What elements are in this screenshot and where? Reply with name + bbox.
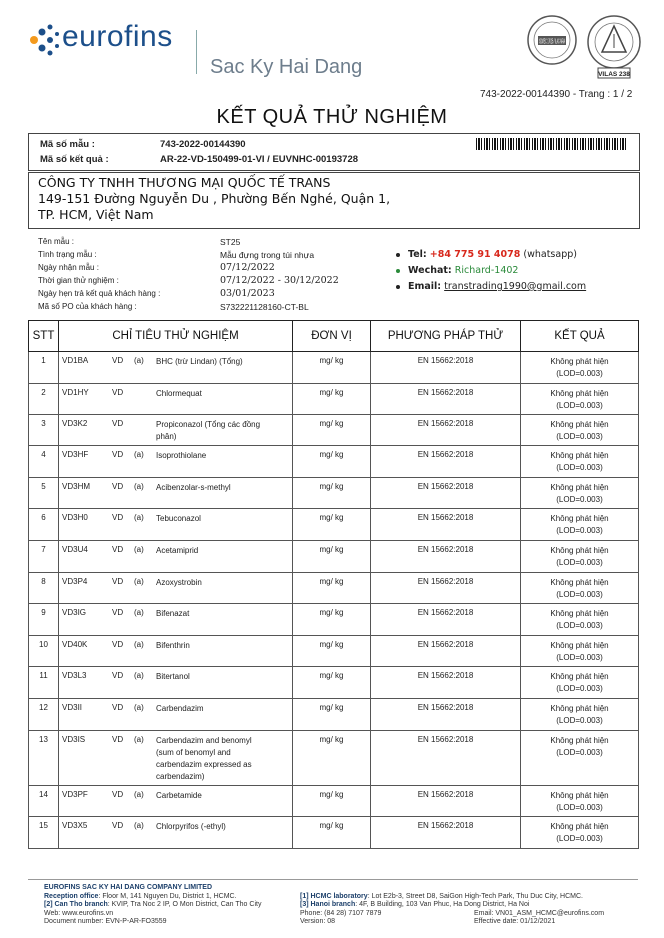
bullet-icon (396, 269, 400, 273)
col-method: PHƯƠNG PHÁP THỬ (371, 321, 521, 352)
row-lod: (LOD=0.003) (556, 715, 603, 725)
row-vd: VD (112, 481, 124, 491)
row-accreditation: (a) (134, 608, 144, 618)
bullet-icon (396, 285, 400, 289)
row-lod: (LOD=0.003) (556, 432, 603, 442)
row-method: EN 15662:2018 (371, 446, 521, 478)
row-test (59, 785, 293, 817)
row-code: VD3U4 (62, 544, 88, 554)
row-method: EN 15662:2018 (371, 352, 521, 384)
row-test (59, 698, 293, 730)
row-lod: (LOD=0.003) (556, 621, 603, 631)
row-unit: mg/ kg (293, 477, 371, 509)
row-accreditation: (a) (134, 789, 144, 799)
header-divider (196, 30, 197, 74)
row-test (59, 509, 293, 541)
row-test (59, 415, 293, 446)
row-unit: mg/ kg (293, 785, 371, 817)
row-analyte: Chlorpyrifos (-ethyl) (156, 822, 226, 832)
info-label: Ngày hẹn trả kết quả khách hàng : (38, 289, 161, 298)
info-value: 07/12/2022 - 30/12/2022 (220, 275, 339, 286)
page-title: KẾT QUẢ THỬ NGHIỆM (216, 106, 448, 128)
client-address-1: 149-151 Đường Nguyễn Du , Phường Bến Nghé, Quận 1, (38, 191, 391, 206)
row-method: EN 15662:2018 (371, 698, 521, 730)
row-stt: 14 (29, 785, 59, 817)
info-label: Thời gian thử nghiệm : (38, 276, 119, 285)
row-method: EN 15662:2018 (371, 817, 521, 849)
contact-email: Email: transtrading1990@gmail.com (396, 281, 586, 292)
row-stt: 7 (29, 540, 59, 572)
row-method: EN 15662:2018 (371, 785, 521, 817)
row-result: Không phát hiện (LOD=0.003) (521, 446, 639, 478)
row-stt: 1 (29, 352, 59, 384)
row-test (59, 352, 293, 384)
row-result: Không phát hiện (LOD=0.003) (521, 667, 639, 699)
col-unit: ĐƠN VỊ (293, 321, 371, 352)
row-result: Không phát hiện (LOD=0.003) (521, 635, 639, 667)
row-code: VD40K (62, 639, 88, 649)
row-analyte: Acetamiprid (156, 545, 199, 555)
row-method: EN 15662:2018 (371, 730, 521, 785)
row-stt: 12 (29, 698, 59, 730)
table-row (29, 509, 639, 541)
row-lod: (LOD=0.003) (556, 589, 603, 599)
row-analyte: Acibenzolar-s-methyl (156, 482, 231, 492)
row-unit: mg/ kg (293, 415, 371, 446)
row-analyte: Carbetamide (156, 790, 202, 800)
row-result: Không phát hiện (LOD=0.003) (521, 817, 639, 849)
footer-web[interactable]: Web: www.eurofins.vn (44, 909, 114, 917)
row-vd: VD (112, 608, 124, 618)
row-stt: 8 (29, 572, 59, 604)
row-method: EN 15662:2018 (371, 572, 521, 604)
row-stt: 5 (29, 477, 59, 509)
row-vd: VD (112, 513, 124, 523)
row-code: VD3II (62, 702, 83, 712)
row-vd: VD (112, 544, 124, 554)
row-stt: 13 (29, 730, 59, 785)
row-analyte: Carbendazim (156, 703, 204, 713)
ilac-mra-seal-icon (526, 14, 578, 66)
row-stt: 15 (29, 817, 59, 849)
row-stt: 9 (29, 604, 59, 636)
row-code: VD3H0 (62, 513, 88, 523)
row-lod: (LOD=0.003) (556, 834, 603, 844)
client-address-2: TP. HCM, Việt Nam (38, 207, 154, 222)
row-lod: (LOD=0.003) (556, 802, 603, 812)
footer-email[interactable]: Email: VN01_ASM_HCMC@eurofins.com (474, 909, 605, 917)
row-test (59, 817, 293, 849)
row-stt: 3 (29, 415, 59, 446)
row-vd: VD (112, 576, 124, 586)
wechat-id: Richard-1402 (454, 265, 519, 276)
table-row (29, 352, 639, 384)
table-row (29, 635, 639, 667)
table-header (29, 321, 639, 352)
info-value: Mẫu đựng trong túi nhựa (220, 250, 315, 260)
seal2-text: VILAS 238 (598, 71, 630, 78)
barcode-icon (476, 138, 628, 150)
table-row (29, 477, 639, 509)
client-name: CÔNG TY TNHH THƯƠNG MẠI QUỐC TẾ TRANS (38, 175, 331, 190)
row-test (59, 730, 293, 785)
row-unit: mg/ kg (293, 352, 371, 384)
row-test (59, 572, 293, 604)
table-row (29, 667, 639, 699)
row-method: EN 15662:2018 (371, 477, 521, 509)
info-label: Tình trạng mẫu : (38, 250, 97, 259)
contact-wechat: Wechat: Richard-1402 (396, 265, 518, 276)
row-test (59, 383, 293, 415)
row-method: EN 15662:2018 (371, 415, 521, 446)
info-value: ST25 (220, 237, 241, 247)
row-vd: VD (112, 356, 124, 365)
table-row (29, 383, 639, 415)
col-test: CHỈ TIÊU THỬ NGHIỆM (59, 321, 293, 352)
row-accreditation: (a) (134, 702, 144, 712)
row-lod: (LOD=0.003) (556, 400, 603, 410)
row-analyte: BHC (trừ Lindan) (Tổng) (156, 357, 243, 366)
table-row (29, 572, 639, 604)
row-unit: mg/ kg (293, 698, 371, 730)
row-test (59, 604, 293, 636)
row-accreditation: (a) (134, 639, 144, 649)
row-vd: VD (112, 789, 124, 799)
footer-divider (28, 879, 638, 880)
row-analyte: Bifenthrin (156, 640, 190, 650)
row-unit: mg/ kg (293, 540, 371, 572)
report-ref: 743-2022-00144390 - Trang : 1 / 2 (480, 89, 633, 100)
row-analyte: Tebuconazol (156, 514, 201, 524)
info-label: Mã số PO của khách hàng : (38, 302, 137, 311)
row-lod: (LOD=0.003) (556, 557, 603, 567)
table-row (29, 698, 639, 730)
row-vd: VD (112, 821, 124, 831)
row-accreditation: (a) (134, 450, 144, 460)
row-code: VD1BA (62, 356, 89, 365)
row-code: VD3K2 (62, 419, 88, 429)
info-value: 03/01/2023 (220, 288, 275, 299)
row-analyte: Bifenazat (156, 609, 190, 619)
row-accreditation: (a) (134, 356, 144, 365)
row-unit: mg/ kg (293, 383, 371, 415)
table-row (29, 540, 639, 572)
info-value: 07/12/2022 (220, 262, 275, 273)
row-test (59, 446, 293, 478)
row-accreditation: (a) (134, 513, 144, 523)
tel-note: (whatsapp) (523, 249, 577, 260)
info-value: S732221128160-CT-BL (220, 302, 309, 312)
row-unit: mg/ kg (293, 667, 371, 699)
sample-code-value: 743-2022-00144390 (160, 139, 246, 150)
row-vd: VD (112, 419, 124, 429)
row-result: Không phát hiện (LOD=0.003) (521, 604, 639, 636)
row-test (59, 477, 293, 509)
table-row (29, 415, 639, 446)
row-result: Không phát hiện (LOD=0.003) (521, 383, 639, 415)
row-vd: VD (112, 450, 124, 460)
row-lod: (LOD=0.003) (556, 652, 603, 662)
row-analyte: Chlormequat (156, 388, 202, 398)
row-method: EN 15662:2018 (371, 667, 521, 699)
table-row (29, 817, 639, 849)
row-lod: (LOD=0.003) (556, 684, 603, 694)
email-link[interactable]: transtrading1990@gmail.com (444, 281, 587, 292)
row-result: Không phát hiện (LOD=0.003) (521, 540, 639, 572)
row-vd: VD (112, 702, 124, 712)
row-result: Không phát hiện (LOD=0.003) (521, 352, 639, 384)
row-unit: mg/ kg (293, 604, 371, 636)
row-unit: mg/ kg (293, 635, 371, 667)
row-code: VD3L3 (62, 671, 87, 681)
row-vd: VD (112, 639, 124, 649)
footer-left: EUROFINS SAC KY HAI DANG COMPANY LIMITED Reception office: Floor M, 141 Nguyen Du, District 1, HCMC. [2] Can Tho branch: KVIP, Tra Noc 2 IP, O Mon District, Can Tho City Web: www.eurofins.vn Document number: EVN-P-AR-FO3559 (44, 884, 304, 927)
row-result: Không phát hiện (LOD=0.003) (521, 785, 639, 817)
row-method: EN 15662:2018 (371, 509, 521, 541)
row-stt: 4 (29, 446, 59, 478)
sub-brand: Sac Ky Hai Dang (210, 56, 363, 78)
row-unit: mg/ kg (293, 730, 371, 785)
row-code: VD1HY (62, 387, 89, 397)
result-code-value: AR-22-VD-150499-01-VI / EUVNHC-00193728 (160, 154, 359, 165)
row-unit: mg/ kg (293, 817, 371, 849)
row-analyte: Bitertanol (156, 672, 190, 682)
row-accreditation: (a) (134, 734, 144, 744)
row-accreditation: (a) (134, 481, 144, 491)
row-unit: mg/ kg (293, 509, 371, 541)
row-method: EN 15662:2018 (371, 604, 521, 636)
row-method: EN 15662:2018 (371, 635, 521, 667)
row-lod: (LOD=0.003) (556, 369, 603, 378)
row-method: EN 15662:2018 (371, 383, 521, 415)
row-result: Không phát hiện (LOD=0.003) (521, 698, 639, 730)
tel-number: +84 775 91 4078 (429, 249, 521, 260)
table-row (29, 446, 639, 478)
footer-docnum: Document number: EVN-P-AR-FO3559 (44, 918, 167, 925)
row-accreditation: (a) (134, 671, 144, 681)
row-lod: (LOD=0.003) (556, 494, 603, 504)
col-stt: STT (29, 321, 59, 352)
row-vd: VD (112, 671, 124, 681)
footer-company: EUROFINS SAC KY HAI DANG COMPANY LIMITED (44, 884, 213, 891)
table-row (29, 785, 639, 817)
row-analyte: Propiconazol (Tổng các đồng phân) (156, 420, 261, 442)
vilas-seal-icon (586, 14, 642, 80)
row-stt: 6 (29, 509, 59, 541)
row-code: VD3IS (62, 734, 86, 744)
brand-name: eurofins (62, 20, 173, 53)
row-lod: (LOD=0.003) (556, 747, 603, 757)
row-result: Không phát hiện (LOD=0.003) (521, 415, 639, 446)
row-unit: mg/ kg (293, 446, 371, 478)
result-code-label: Mã số kết quả : (40, 154, 109, 165)
row-stt: 10 (29, 635, 59, 667)
row-vd: VD (112, 734, 124, 744)
table-row (29, 604, 639, 636)
row-stt: 11 (29, 667, 59, 699)
table-row (29, 730, 639, 785)
row-lod: (LOD=0.003) (556, 463, 603, 473)
row-test (59, 540, 293, 572)
row-code: VD3IG (62, 608, 87, 618)
row-vd: VD (112, 387, 124, 397)
row-result: Không phát hiện (LOD=0.003) (521, 477, 639, 509)
results-table (28, 320, 639, 849)
row-code: VD3X5 (62, 821, 88, 831)
row-analyte: Azoxystrobin (156, 577, 202, 587)
contact-tel: Tel: +84 775 91 4078 (whatsapp) (396, 249, 577, 260)
row-test (59, 635, 293, 667)
row-code: VD3PF (62, 789, 88, 799)
row-accreditation: (a) (134, 576, 144, 586)
row-lod: (LOD=0.003) (556, 526, 603, 536)
row-result: Không phát hiện (LOD=0.003) (521, 730, 639, 785)
row-code: VD3HM (62, 481, 91, 491)
row-method: EN 15662:2018 (371, 540, 521, 572)
info-label: Ngày nhận mẫu : (38, 263, 99, 272)
info-label: Tên mẫu : (38, 237, 75, 246)
row-analyte: Carbendazim and benomyl (sum of benomyl and carbendazim expressed as carbendazim) (156, 735, 252, 781)
row-accreditation: (a) (134, 544, 144, 554)
row-code: VD3HF (62, 450, 89, 460)
col-result: KẾT QUẢ (521, 321, 639, 352)
row-result: Không phát hiện (LOD=0.003) (521, 509, 639, 541)
row-analyte: Isoprothiolane (156, 451, 207, 461)
footer-right: [1] HCMC laboratory: Lot E2b-3, Street D8, SaiGon High-Tech Park, Thu Duc City, HCMC. [3] Hanoi branch: 4F, B Building, 103 Van Phuc, Ha Dong District, Ha Noi Phone: (84 28) 7107 7879 Email: VN01_ASM_HCMC@eurofins.com Version: 08 Effective date: 01/12/2021 (300, 892, 605, 925)
eurofins-logo-icon (28, 22, 62, 58)
row-accreditation: (a) (134, 821, 144, 831)
row-stt: 2 (29, 383, 59, 415)
row-unit: mg/ kg (293, 572, 371, 604)
row-code: VD3P4 (62, 576, 88, 586)
sample-code-label: Mã số mẫu : (40, 139, 95, 150)
row-result: Không phát hiện (LOD=0.003) (521, 572, 639, 604)
seal1-text: ISO/IEC 17025 / ILAC-MRA (539, 38, 566, 46)
bullet-icon (396, 253, 400, 257)
row-test (59, 667, 293, 699)
